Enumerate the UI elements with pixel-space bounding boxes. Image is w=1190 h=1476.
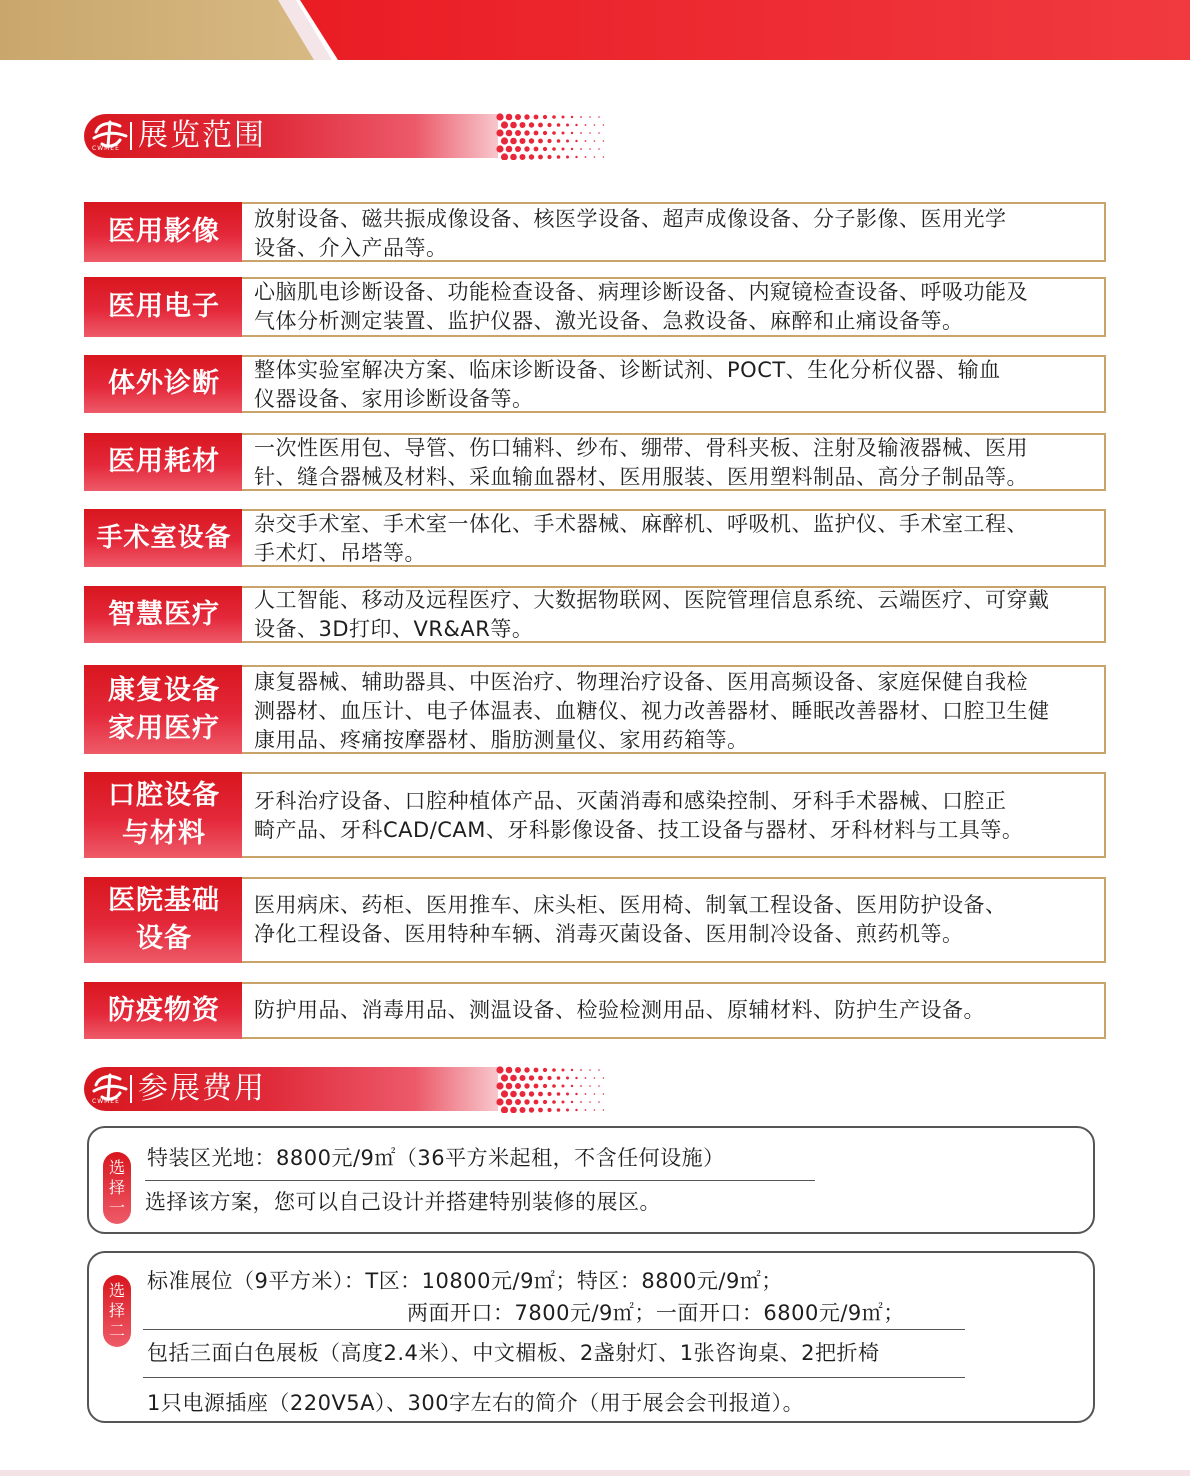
halftone-dot <box>543 1084 547 1088</box>
standard-booth-price: 标准展位（9平方米）：T区：10800元/9㎡；特区：8800元/9㎡； <box>147 1269 783 1293</box>
halftone-dot <box>520 122 526 128</box>
halftone-dot <box>534 1084 539 1089</box>
halftone-dot <box>496 113 503 120</box>
halftone-dot <box>529 1091 534 1096</box>
halftone-dot <box>534 131 539 136</box>
halftone-dot <box>575 1093 577 1095</box>
halftone-dot <box>575 156 577 158</box>
halftone-dot <box>547 1108 551 1112</box>
halftone-dot <box>603 124 604 126</box>
logo-text: CWMEE <box>92 145 120 152</box>
logo-text: CWMEE <box>92 1098 120 1105</box>
halftone-dot <box>585 140 587 142</box>
halftone-dot <box>515 114 521 120</box>
halftone-dot <box>585 124 587 126</box>
halftone-dot <box>557 139 561 143</box>
halftone-dot <box>571 1101 573 1103</box>
halftone-dot <box>501 1074 508 1081</box>
halftone-dot <box>538 1076 543 1081</box>
halftone-dot <box>534 115 539 120</box>
halftone-dot <box>520 1107 526 1113</box>
halftone-dot <box>543 147 547 151</box>
halftone-dot <box>598 1069 600 1071</box>
category-label: 医院基础 设备 <box>84 877 244 963</box>
category-label: 防疫物资 <box>84 982 244 1039</box>
halftone-dot <box>566 124 569 127</box>
category-description: 康复器械、辅助器具、中医治疗、物理治疗设备、医用高频设备、家庭保健自我检 测器材、血压计、电子体温表、血糖仪、视力改善器材、睡眠改善器材、口腔卫生健 康用品、疼痛按摩器材、脂肪测量仪、家用药箱等。 <box>254 670 1050 752</box>
category-label: 康复设备 家用医疗 <box>84 665 244 754</box>
halftone-dot <box>571 1069 573 1071</box>
halftone-dot <box>566 1109 569 1112</box>
halftone-dot <box>575 1109 577 1111</box>
category-description: 心脑肌电诊断设备、功能检查设备、病理诊断设备、内窥镜检查设备、呼吸功能及 气体分析测定装置、监护仪器、激光设备、急救设备、麻醉和止痛设备等。 <box>254 280 1028 333</box>
halftone-dot <box>510 154 517 160</box>
fee-option-one-card <box>87 1126 1095 1234</box>
category-description: 一次性医用包、导管、伤口辅料、纱布、绷带、骨科夹板、注射及输液器械、医用 针、缝合器械及材料、采血输血器材、医用服装、医用塑料制品、高分子制品等。 <box>254 436 1028 489</box>
halftone-dot <box>524 1067 529 1072</box>
halftone-dot <box>501 153 508 160</box>
halftone-dot <box>557 1108 561 1112</box>
halftone-dot <box>557 1076 561 1080</box>
halftone-dot <box>520 138 526 144</box>
halftone-dot <box>603 1077 604 1079</box>
booth-includes: 包括三面白色展板（高度2.4米）、中文楣板、2盏射灯、1张咨询桌、2把折椅 <box>147 1341 880 1365</box>
halftone-dot <box>589 148 591 150</box>
halftone-dot <box>501 121 508 128</box>
halftone-dot <box>585 156 587 158</box>
halftone-dot <box>557 123 561 127</box>
halftone-dot <box>566 1077 569 1080</box>
halftone-dot <box>524 114 529 119</box>
halftone-dot <box>547 155 551 159</box>
halftone-dot <box>496 129 503 136</box>
halftone-dot <box>534 1100 539 1105</box>
halftone-dot <box>506 1083 513 1090</box>
halftone-dot <box>520 1075 526 1081</box>
halftone-dot <box>603 156 604 158</box>
halftone-dot <box>515 1099 521 1105</box>
halftone-dot <box>529 138 534 143</box>
halftone-dot <box>594 124 596 126</box>
halftone-dot <box>538 123 543 128</box>
halftone-dot <box>598 132 600 134</box>
halftone-dot <box>524 146 529 151</box>
section-title: 参展费用 <box>138 1071 266 1106</box>
halftone-dot <box>589 1101 591 1103</box>
category-label: 智慧医疗 <box>84 586 244 643</box>
halftone-dot <box>529 1075 534 1080</box>
category-row <box>84 355 1106 413</box>
halftone-dot <box>594 1077 596 1079</box>
category-row <box>84 202 1106 262</box>
halftone-dot <box>547 139 551 143</box>
halftone-dot <box>594 156 596 158</box>
halftone-dot <box>515 1083 521 1089</box>
header-divider <box>130 1075 132 1103</box>
section-header-scope <box>84 114 604 158</box>
halftone-dot <box>557 155 561 159</box>
halftone-dot <box>585 1077 587 1079</box>
halftone-dot <box>580 1085 582 1087</box>
halftone-dot <box>589 132 591 134</box>
halftone-dot <box>575 140 577 142</box>
section-title: 展览范围 <box>138 118 266 153</box>
halftone-dot <box>566 140 569 143</box>
divider-line <box>145 1180 815 1181</box>
halftone-dot <box>580 116 582 118</box>
category-label: 体外诊断 <box>84 355 244 413</box>
halftone-dot <box>580 148 582 150</box>
halftone-dot <box>571 148 573 150</box>
halftone-dot <box>534 147 539 152</box>
halftone-dot <box>547 1092 551 1096</box>
halftone-dot <box>510 1075 517 1082</box>
halftone-dot <box>543 1100 547 1104</box>
halftone-dot <box>506 146 513 153</box>
halftone-dot <box>534 1068 539 1073</box>
halftone-dot <box>552 131 556 135</box>
halftone-dot <box>594 140 596 142</box>
halftone-dot <box>501 137 508 144</box>
halftone-dot <box>575 1077 577 1079</box>
halftone-dot <box>552 1084 556 1088</box>
halftone-dot <box>515 1067 521 1073</box>
halftone-dot <box>603 1093 604 1095</box>
halftone-dots <box>494 1065 604 1113</box>
halftone-dot <box>594 1109 596 1111</box>
halftone-dot <box>562 1101 565 1104</box>
option-tag: 选 择 一 <box>103 1152 131 1224</box>
halftone-dot <box>552 115 556 119</box>
category-row <box>84 982 1106 1039</box>
halftone-dot <box>598 116 600 118</box>
fee-price-line: 特装区光地：8800元/9㎡（36平方米起租，不含任何设施） <box>147 1146 725 1170</box>
category-description: 牙科治疗设备、口腔种植体产品、灭菌消毒和感染控制、牙科手术器械、口腔正 畸产品、牙科CAD/CAM、牙科影像设备、技工设备与器材、牙科材料与工具等。 <box>254 789 1024 842</box>
bottom-rule <box>0 1470 1190 1476</box>
category-label: 医用电子 <box>84 277 244 337</box>
category-row <box>84 772 1106 858</box>
category-label: 医用耗材 <box>84 433 244 491</box>
category-row <box>84 665 1106 754</box>
halftone-dot <box>562 132 565 135</box>
halftone-dot <box>538 1108 543 1113</box>
halftone-dot <box>529 1107 534 1112</box>
halftone-dot <box>510 138 517 145</box>
halftone-dot <box>571 1085 573 1087</box>
booth-includes-more: 1只电源插座（220V5A）、300字左右的简介（用于展会会刊报道）。 <box>147 1391 805 1415</box>
halftone-dot <box>585 1109 587 1111</box>
divider-line <box>143 1329 965 1330</box>
halftone-dot <box>515 130 521 136</box>
halftone-dot <box>603 140 604 142</box>
category-description: 放射设备、磁共振成像设备、核医学设备、超声成像设备、分子影像、医用光学 设备、介入产品等。 <box>254 207 1007 260</box>
category-row <box>84 509 1106 567</box>
halftone-dot <box>501 1090 508 1097</box>
halftone-dot <box>529 154 534 159</box>
halftone-dot <box>585 1093 587 1095</box>
halftone-dot <box>552 147 556 151</box>
top-banner <box>0 0 1190 60</box>
category-description: 整体实验室解决方案、临床诊断设备、诊断试剂、POCT、生化分析仪器、输血 仪器设备、家用诊断设备等。 <box>254 358 1001 411</box>
option-tag: 选 择 二 <box>103 1275 131 1347</box>
halftone-dot <box>496 145 503 152</box>
category-label: 手术室设备 <box>84 509 244 567</box>
halftone-dot <box>557 1092 561 1096</box>
halftone-dot <box>552 1100 556 1104</box>
category-description: 人工智能、移动及远程医疗、大数据物联网、医院管理信息系统、云端医疗、可穿戴 设备、3D打印、VR&AR等。 <box>254 588 1050 641</box>
category-label: 医用影像 <box>84 202 244 262</box>
halftone-dot <box>571 116 573 118</box>
halftone-dot <box>589 1085 591 1087</box>
halftone-dot <box>575 124 577 126</box>
halftone-dot <box>594 1093 596 1095</box>
halftone-dot <box>510 122 517 129</box>
halftone-dot <box>580 132 582 134</box>
halftone-dot <box>538 155 543 160</box>
halftone-dot <box>562 1069 565 1072</box>
halftone-dot <box>547 123 551 127</box>
category-row <box>84 586 1106 643</box>
category-description: 杂交手术室、手术室一体化、手术器械、麻醉机、呼吸机、监护仪、手术室工程、 手术灯、吊塔等。 <box>254 512 1028 565</box>
category-description: 医用病床、药柜、医用推车、床头柜、医用椅、制氧工程设备、医用防护设备、 净化工程设备、医用特种车辆、消毒灭菌设备、医用制冷设备、煎药机等。 <box>254 893 1007 946</box>
halftone-dot <box>543 115 547 119</box>
halftone-dot <box>598 1085 600 1087</box>
halftone-dot <box>506 130 513 137</box>
halftone-dot <box>501 1106 508 1113</box>
halftone-dot <box>562 148 565 151</box>
category-row <box>84 877 1106 963</box>
halftone-dot <box>598 148 600 150</box>
halftone-dot <box>571 132 573 134</box>
halftone-dot <box>496 1066 503 1073</box>
halftone-dot <box>510 1107 517 1113</box>
halftone-dots <box>494 112 604 160</box>
halftone-dot <box>543 131 547 135</box>
halftone-dot <box>552 1068 556 1072</box>
halftone-dot <box>520 1091 526 1097</box>
halftone-dot <box>524 130 529 135</box>
halftone-dot <box>515 146 521 152</box>
halftone-dot <box>547 1076 551 1080</box>
halftone-dot <box>566 156 569 159</box>
halftone-dot <box>524 1099 529 1104</box>
halftone-dot <box>520 154 526 160</box>
halftone-dot <box>589 116 591 118</box>
section-header-fees <box>84 1067 604 1111</box>
halftone-dot <box>506 1099 513 1106</box>
halftone-dot <box>506 1067 513 1074</box>
opening-price: 两面开口：7800元/9㎡；一面开口：6800元/9㎡； <box>407 1301 905 1325</box>
halftone-dot <box>543 1068 547 1072</box>
category-row <box>84 433 1106 491</box>
halftone-dot <box>603 1109 604 1111</box>
category-description: 防护用品、消毒用品、测温设备、检验检测用品、原辅材料、防护生产设备。 <box>254 998 985 1022</box>
halftone-dot <box>510 1091 517 1098</box>
halftone-dot <box>538 139 543 144</box>
halftone-dot <box>529 122 534 127</box>
halftone-dot <box>506 114 513 121</box>
divider-line <box>143 1377 965 1378</box>
category-label: 口腔设备 与材料 <box>84 772 244 858</box>
halftone-dot <box>496 1082 503 1089</box>
halftone-dot <box>566 1093 569 1096</box>
halftone-dot <box>580 1069 582 1071</box>
halftone-dot <box>524 1083 529 1088</box>
halftone-dot <box>562 116 565 119</box>
category-row <box>84 277 1106 337</box>
fee-description: 选择该方案，您可以自己设计并搭建特别装修的展区。 <box>145 1190 661 1214</box>
halftone-dot <box>496 1098 503 1105</box>
header-divider <box>130 122 132 150</box>
halftone-dot <box>598 1101 600 1103</box>
halftone-dot <box>589 1069 591 1071</box>
halftone-dot <box>580 1101 582 1103</box>
halftone-dot <box>538 1092 543 1097</box>
fee-option-two-card <box>87 1251 1095 1423</box>
halftone-dot <box>562 1085 565 1088</box>
